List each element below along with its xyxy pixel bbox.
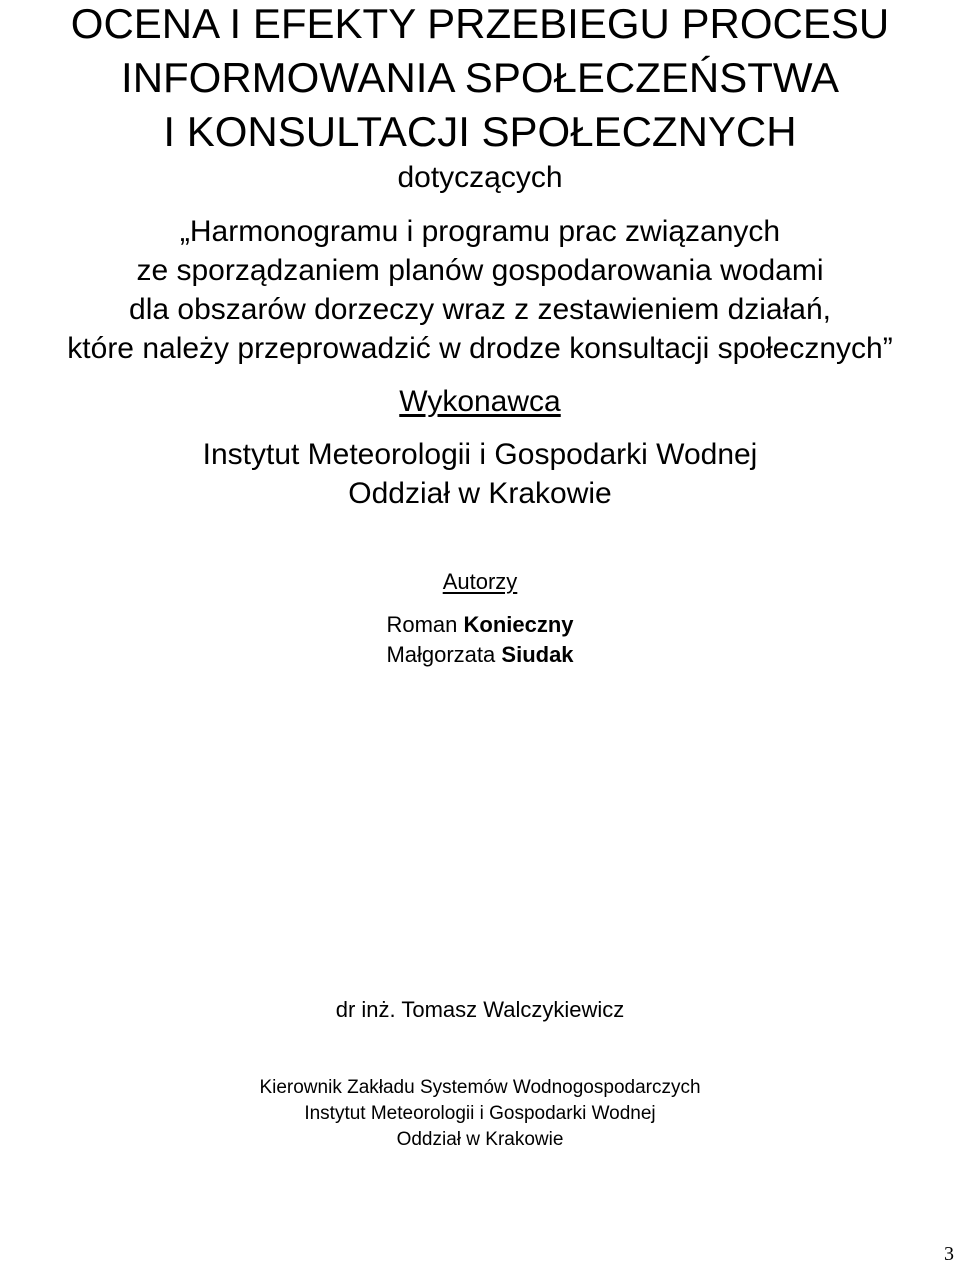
signatory-line-3: Oddział w Krakowie: [396, 1129, 564, 1150]
author-1-last-name: Konieczny: [463, 612, 574, 637]
subject-line-2: ze sporządzaniem planów gospodarowania wodami: [136, 254, 824, 287]
signatory-name: dr inż. Tomasz Walczykiewicz: [335, 997, 625, 1022]
page-number: 3: [944, 1243, 954, 1265]
title-line-1: OCENA I EFEKTY PRZEBIEGU PROCESU: [70, 0, 890, 47]
contractor-line-1: Instytut Meteorologii i Gospodarki Wodnej: [202, 438, 758, 471]
subject-line-3: dla obszarów dorzeczy wraz z zestawieniem działań,: [129, 293, 831, 326]
signatory-line-2: Instytut Meteorologii i Gospodarki Wodnej: [304, 1103, 656, 1124]
author-2: [0, 644, 960, 666]
subject-line-4: które należy przeprowadzić w drodze konsultacji społecznych”: [67, 332, 893, 365]
author-2-first-name: Małgorzata: [386, 642, 496, 667]
signatory-line-1: Kierownik Zakładu Systemów Wodnogospodarczych: [259, 1077, 701, 1098]
contractor-heading-text: Wykonawca: [399, 385, 561, 418]
author-2-last-name: Siudak: [501, 642, 574, 667]
contractor-line-2: Oddział w Krakowie: [348, 477, 612, 510]
subject-intro: dotyczących: [397, 161, 563, 194]
authors-heading-text: Autorzy: [442, 569, 518, 594]
author-1-first-name: Roman: [386, 612, 458, 637]
title-line-3: I KONSULTACJI SPOŁECZNYCH: [163, 108, 797, 155]
contractor-heading: [0, 387, 960, 417]
title-line-2: INFORMOWANIA SPOŁECZEŃSTWA: [121, 54, 839, 101]
subject-line-1: „Harmonogramu i programu prac związanych: [179, 215, 781, 248]
author-1: [0, 614, 960, 636]
authors-heading: [0, 571, 960, 593]
